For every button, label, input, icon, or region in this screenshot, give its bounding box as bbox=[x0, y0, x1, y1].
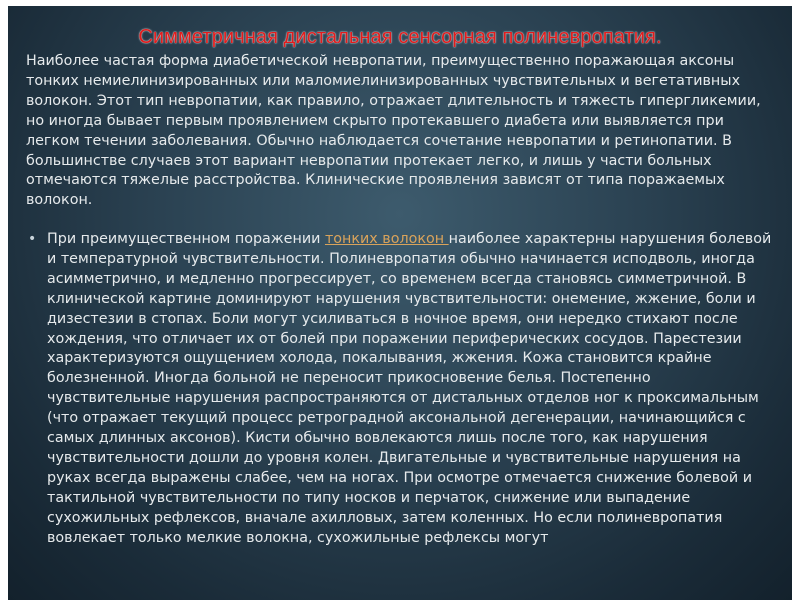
slide-title: Симметричная дистальная сенсорная полиневропатия. bbox=[138, 26, 662, 48]
intro-paragraph: Наиболее частая форма диабетической невропатии, преимущественно поражающая аксоны тонких немиелинизированных или маломиелинизированных чувствительных и вегетативных волокон. Этот тип невропатии, как правило, отражает длительность и тяжесть гипергликемии, но иногда бывает первым проявлением скрыто протекавшего диабета или выявляется при легком течении заболевания. Обычно наблюдается сочетание невропатии и ретинопатии. В большинстве случаев этот вариант невропатии протекает легко, и лишь у части больных отмечаются тяжелые расстройства. Клинические проявления зависят от типа поражаемых волокон. bbox=[26, 53, 761, 209]
bullet-icon: • bbox=[28, 231, 37, 247]
bullet-text-before: При преимущественном поражении bbox=[47, 231, 325, 247]
slide bbox=[8, 6, 792, 600]
bullet-item bbox=[28, 230, 778, 549]
small-fibers-link[interactable]: тонких волокон bbox=[324, 231, 449, 247]
bullet-text-after: наиболее характерны нарушения болевой и температурной чувствительности. Полиневропатия обычно начинается исподволь, иногда асимметрично, и медленно прогрессирует, со временем всегда становясь симметричной. В клинической картине доминируют нарушения чувствительности: онемение, жжение, боли и дизестезии в стопах. Боли могут усиливаться в ночное время, они нередко стихают после хождения, что отличает их от болей при поражении периферических сосудов. Парестезии характеризуются ощущением холода, покалывания, жжения. Кожа становится крайне болезненной. Иногда больной не переносит прикосновение белья. Постепенно чувствительные нарушения распространяются от дистальных отделов ног к проксимальным (что отражает текущий процесс ретроградной аксональной дегенерации, начинающийся с самых длинных аксонов). Кисти обычно вовлекаются лишь после того, как нарушения чувствительности дошли до уровня колен. Двигательные и чувствительные нарушения на руках всегда выражены слабее, чем на ногах. При осмотре отмечается снижение болевой и тактильной чувствительности по типу носков и перчаток, снижение или выпадение сухожильных рефлексов, вначале ахилловых, затем коленных. Но если полиневропатия вовлекает только мелкие волокна, сухожильные рефлексы могут bbox=[47, 231, 772, 546]
bullet-text bbox=[47, 230, 778, 549]
